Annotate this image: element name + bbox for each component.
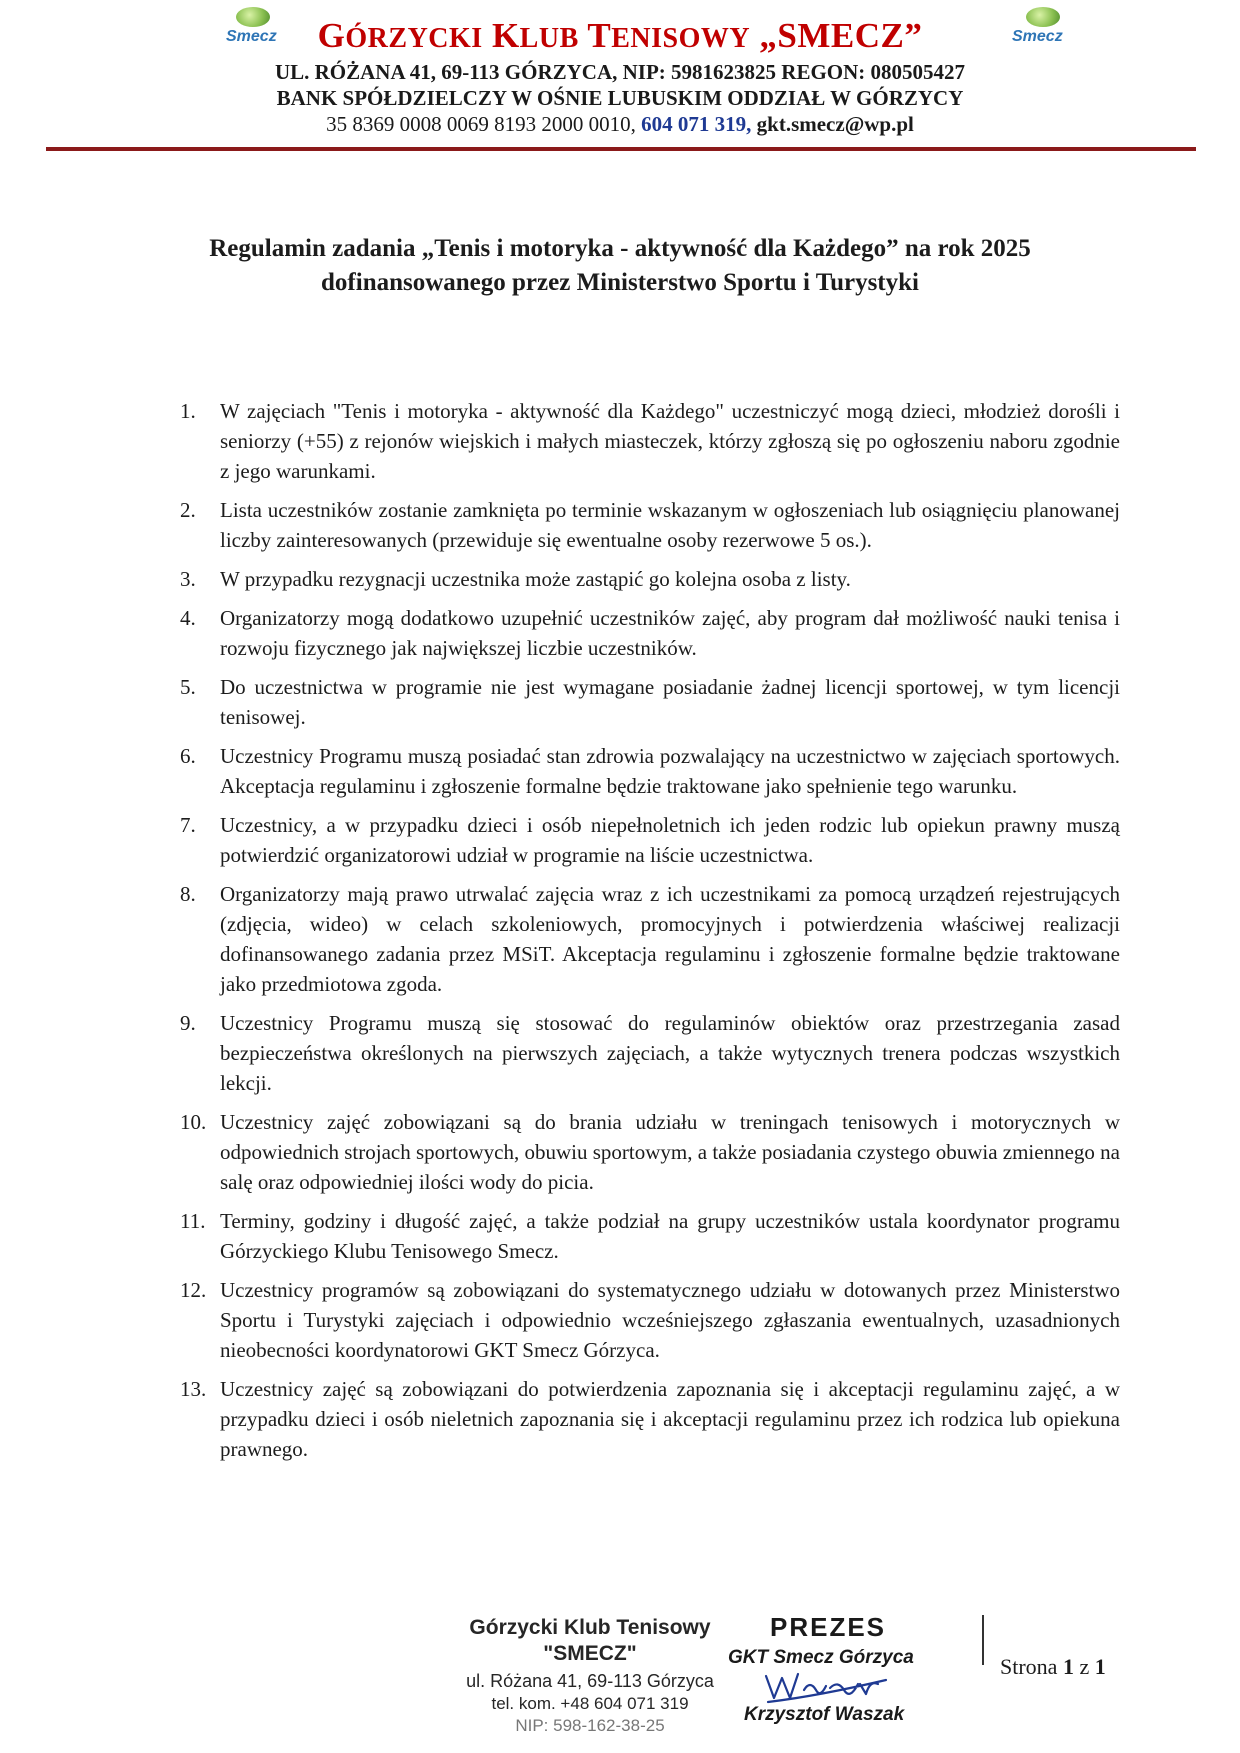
header-divider <box>46 147 1196 151</box>
signature-org: GKT Smecz Górzyca <box>728 1647 914 1668</box>
page-current: 1 <box>1062 1654 1074 1679</box>
rule-text: Terminy, godziny i długość zajęć, a także podział na grupy uczestników ustala koordynator programu Górzyckiego Klubu Tenisowego Smecz. <box>220 1209 1120 1263</box>
rule-item <box>180 1374 1120 1464</box>
rule-item <box>180 603 1120 663</box>
rule-number: 13. <box>180 1377 207 1401</box>
rule-text: Lista uczestników zostanie zamknięta po terminie wskazanym w ogłoszeniach lub osiągnięciu planowanej liczby zainteresowanych (przewiduje się ewentualne osoby rezerwowe 5 os.). <box>220 498 1120 552</box>
stamp-club-short: "SMECZ" <box>543 1642 637 1665</box>
club-name-tenisowy: TENISOWY <box>587 16 751 55</box>
signature-block <box>720 1612 940 1742</box>
rule-number: 8. <box>180 882 196 906</box>
rule-text: W przypadku rezygnacji uczestnika może zastąpić go kolejna osoba z listy. <box>220 567 851 591</box>
rule-number: 12. <box>180 1278 207 1302</box>
club-stamp <box>440 1615 740 1737</box>
stamp-address: ul. Różana 41, 69-113 Górzyca <box>466 1671 714 1691</box>
rule-item <box>180 1275 1120 1365</box>
rule-number: 3. <box>180 567 196 591</box>
rule-text: Uczestnicy programów są zobowiązani do systematycznego udziału w dotowanych przez Ministerstwo Sportu i Turystyki zajęciach i odpowiednio wcześniejszego zgłaszania ewentualnych, uzasadnionych nieobecności koordynatorowi GKT Smecz Górzyca. <box>220 1278 1120 1362</box>
stamp-nip: NIP: 598-162-38-25 <box>515 1716 665 1735</box>
rule-number: 5. <box>180 675 196 699</box>
rule-text: Uczestnicy Programu muszą posiadać stan zdrowia pozwalający na uczestnictwo w zajęciach sportowych. Akceptacja regulaminu i zgłoszenie formalne będzie traktowane jako spełnienie tego warunku. <box>220 744 1120 798</box>
tennis-ball-icon <box>1026 7 1060 27</box>
rule-text: Uczestnicy Programu muszą się stosować do regulaminów obiektów oraz przestrzegania zasad bezpieczeństwa określonych na pierwszych zajęciach, a także wytycznych trenera podczas wszystkich lekcji. <box>220 1011 1120 1095</box>
club-name-prefix: GÓRZYCKI <box>317 16 483 55</box>
stamp-divider <box>982 1615 984 1665</box>
rule-item <box>180 564 1120 594</box>
rule-item <box>180 1008 1120 1098</box>
stamp-phone: tel. kom. +48 604 071 319 <box>491 1694 689 1713</box>
rule-text: Organizatorzy mają prawo utrwalać zajęcia wraz z ich uczestnikami za pomocą urządzeń rejestrujących (zdjęcia, wideo) w celach szkoleniowych, promocyjnych i potwierdzenia właściwej realizacji dofinansowanego zadania przez MSiT. Akceptacja regulaminu i zgłoszenie formalne będzie traktowane jako przedmiotowa zgoda. <box>220 882 1120 996</box>
page-number <box>1000 1654 1106 1680</box>
rule-item <box>180 1107 1120 1197</box>
club-name-klub: KLUB <box>491 16 579 55</box>
contact-line <box>0 112 1240 137</box>
bank-account: 35 8369 0008 0069 8193 2000 0010, <box>326 112 636 136</box>
rule-item <box>180 810 1120 870</box>
logo-text: Smecz <box>226 28 277 45</box>
rule-number: 9. <box>180 1011 196 1035</box>
page-of: z <box>1079 1654 1090 1679</box>
rule-number: 1. <box>180 399 196 423</box>
logo-text: Smecz <box>1012 28 1063 45</box>
rule-item <box>180 1206 1120 1266</box>
phone-number: 604 071 319, <box>641 112 752 136</box>
rule-number: 6. <box>180 744 196 768</box>
address-line: UL. RÓŻANA 41, 69-113 GÓRZYCA, NIP: 5981623825 REGON: 080505427 <box>274 60 966 84</box>
stamp-club-name: Górzycki Klub Tenisowy <box>469 1616 711 1639</box>
handwritten-signature-icon <box>760 1664 900 1708</box>
rule-text: Uczestnicy, a w przypadku dzieci i osób niepełnoletnich ich jeden rodzic lub opiekun prawny muszą potwierdzić organizatorowi udział w programie na liście uczestnictwa. <box>220 813 1120 867</box>
rule-text: W zajęciach "Tenis i motoryka - aktywność dla Każdego" uczestniczyć mogą dzieci, młodzież dorośli i seniorzy (+55) z rejonów wiejskich i małych miasteczek, którzy zgłoszą się po ogłoszeniu naboru zgodnie z jego warunkami. <box>220 399 1120 483</box>
email-address: gkt.smecz@wp.pl <box>756 112 914 136</box>
rule-number: 2. <box>180 498 196 522</box>
rule-item <box>180 396 1120 486</box>
rule-item <box>180 672 1120 732</box>
signature-name: Krzysztof Waszak <box>744 1704 905 1725</box>
club-name-smecz: „SMECZ” <box>759 16 923 55</box>
rule-text: Organizatorzy mogą dodatkowo uzupełnić uczestników zajęć, aby program dał możliwość nauki tenisa i rozwoju fizycznego jak największej liczbie uczestników. <box>220 606 1120 660</box>
rule-item <box>180 879 1120 999</box>
rule-number: 11. <box>180 1209 206 1233</box>
rule-item <box>180 741 1120 801</box>
bank-line: BANK SPÓŁDZIELCZY W OŚNIE LUBUSKIM ODDZIAŁ W GÓRZYCY <box>276 86 964 110</box>
rules-list <box>180 396 1120 1473</box>
rule-number: 10. <box>180 1110 207 1134</box>
page-total: 1 <box>1094 1654 1106 1679</box>
rule-item <box>180 495 1120 555</box>
letterhead <box>0 0 1240 160</box>
signature-role: PREZES <box>770 1612 887 1642</box>
rule-text: Uczestnicy zajęć zobowiązani są do brania udziału w treningach tenisowych i motorycznych w odpowiednich strojach sportowych, obuwiu sportowym, a także posiadania czystego obuwia zmiennego na salę oraz odpowiedniej ilości wody do picia. <box>220 1110 1120 1194</box>
club-logo-right <box>1010 6 1072 50</box>
page-label: Strona <box>1000 1654 1058 1679</box>
rule-text: Uczestnicy zajęć są zobowiązani do potwierdzenia zapoznania się i akceptacji regulaminu zajęć, a w przypadku dzieci i osób nieletnich zapoznania się i akceptacji regulaminu przez ich rodzica lub opiekuna prawnego. <box>220 1377 1120 1461</box>
rule-text: Do uczestnictwa w programie nie jest wymagane posiadanie żadnej licencji sportowej, w tym licencji tenisowej. <box>220 675 1120 729</box>
rule-number: 4. <box>180 606 196 630</box>
rule-number: 7. <box>180 813 196 837</box>
document-title: Regulamin zadania „Tenis i motoryka - aktywność dla Każdego” na rok 2025 dofinansowanego przez Ministerstwo Sportu i Turystyki <box>209 235 1031 296</box>
